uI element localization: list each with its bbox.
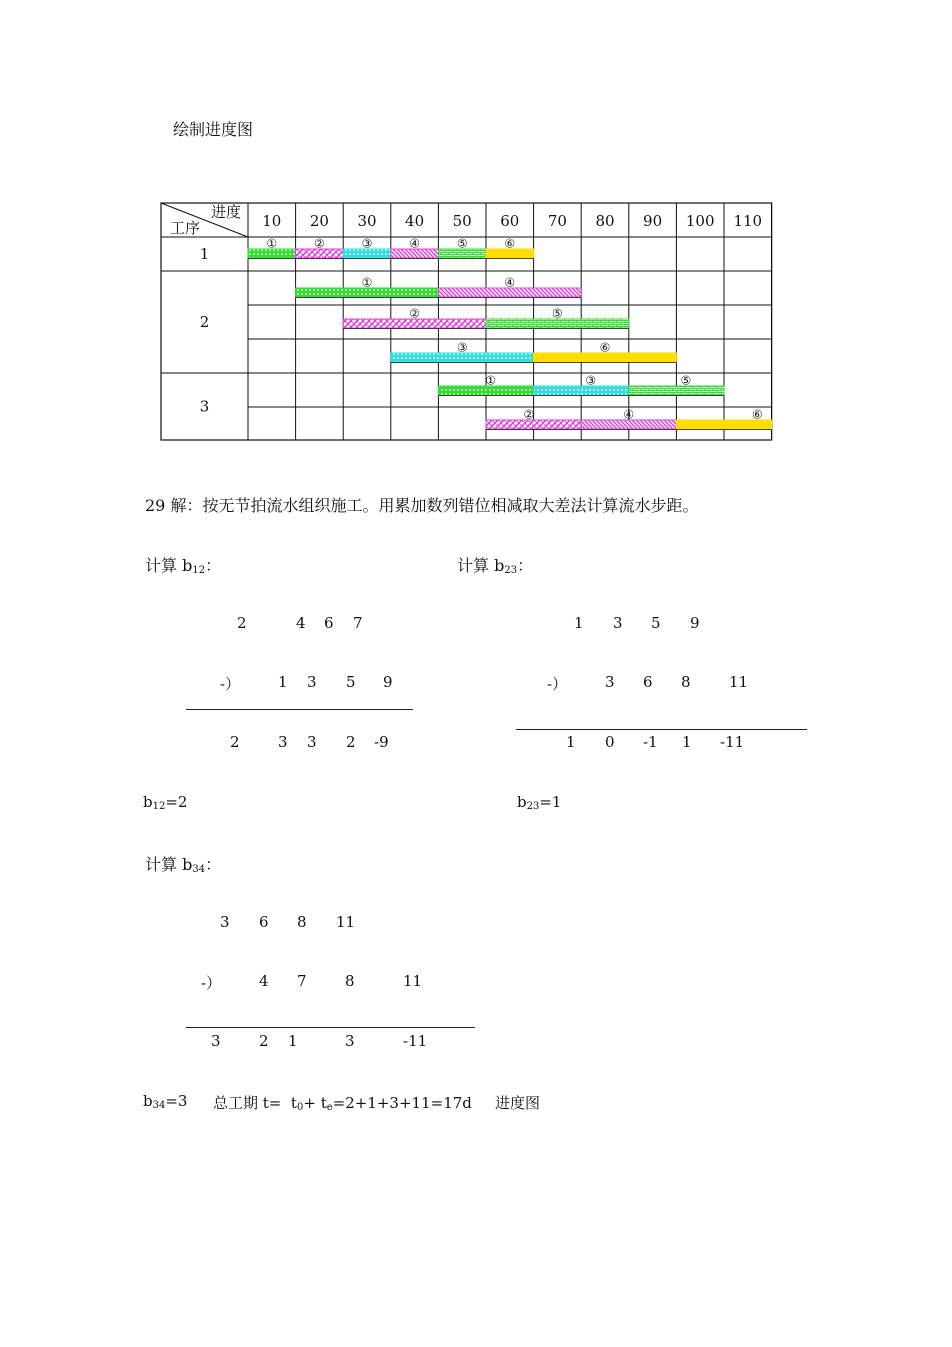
header-progress-label: 进度	[210, 203, 242, 221]
b23-row2-1: 6	[643, 673, 653, 691]
b34-row2-3: 11	[403, 972, 423, 990]
b34-row2-2: 8	[345, 972, 355, 990]
column-header-90: 90	[643, 212, 663, 230]
b34-row1-3: 11	[336, 913, 356, 931]
b23-row3-0: 1	[566, 733, 576, 751]
process-label-2: 2	[199, 313, 210, 331]
b34-divider	[186, 1027, 475, 1028]
column-header-70: 70	[547, 212, 567, 230]
b23-row3-2: -1	[643, 733, 658, 751]
b34-row1-2: 8	[297, 913, 307, 931]
b12-row1-3: 7	[353, 614, 363, 632]
b12-row1-0: 2	[237, 614, 247, 632]
b12-row2-3: 9	[383, 673, 393, 691]
progress-chart-label: 进度图	[495, 1094, 541, 1112]
page-title: 绘制进度图	[173, 120, 254, 139]
bar-label: ⑤	[456, 236, 468, 251]
b23-row2-3: 11	[729, 673, 749, 691]
gantt-chart	[0, 0, 952, 460]
b23-row1-3: 9	[690, 614, 700, 632]
b23-row2-0: 3	[605, 673, 615, 691]
b34-row2-0: 4	[259, 972, 269, 990]
b34-row1-0: 3	[220, 913, 230, 931]
calc-b34-label: 计算 $b_{34}$：	[145, 855, 222, 875]
column-header-80: 80	[595, 212, 615, 230]
total-duration: 总工期 $t= t_0+ t_e=2+1+3+11=17d$	[213, 1094, 472, 1113]
gantt-bar	[629, 386, 724, 395]
b12-result: $b_{12}=2$	[143, 793, 188, 812]
bar-label: ⑤	[680, 373, 692, 388]
b23-row1-0: 1	[574, 614, 584, 632]
bar-label: ⑥	[599, 340, 611, 355]
gantt-bar	[534, 386, 629, 395]
calc-b23-label: 计算 $b_{23}$：	[457, 556, 534, 576]
bar-label: ⑥	[751, 407, 763, 422]
process-label-3: 3	[199, 397, 210, 416]
b12-row2-1: 3	[307, 673, 317, 691]
bar-label: ①	[266, 236, 278, 251]
bar-label: ⑥	[504, 236, 516, 251]
b12-row2-0: 1	[278, 673, 288, 691]
b12-row2-2: 5	[346, 673, 356, 691]
b34-row3-0: 3	[211, 1032, 221, 1050]
b12-row3-1: 3	[278, 733, 288, 751]
b23-row1-1: 3	[613, 614, 623, 632]
calc-b12-label: 计算 $b_{12}$：	[145, 556, 222, 576]
bar-label: ⑤	[552, 306, 563, 321]
bar-label: ④	[409, 236, 420, 251]
b12-divider	[186, 709, 413, 710]
b34-row3-2: 1	[288, 1032, 298, 1050]
b12-row1-1: 4	[296, 614, 306, 632]
column-header-110: 110	[733, 212, 763, 230]
b34-row3-1: 2	[259, 1032, 269, 1050]
b23-row3-4: -11	[720, 733, 745, 751]
column-header-100: 100	[685, 212, 715, 230]
b34-row1-1: 6	[259, 913, 269, 931]
b12-row3-4: -9	[374, 733, 389, 751]
b23-minus-sign: -）	[547, 675, 568, 693]
b12-row1-2: 6	[324, 614, 334, 632]
column-header-60: 60	[500, 212, 520, 230]
column-header-40: 40	[405, 212, 425, 230]
bar-label: ②	[409, 306, 420, 321]
bar-label: ④	[504, 275, 516, 290]
solution-statement: 29 解：按无节拍流水组织施工。用累加数列错位相减取大差法计算流水步距。	[145, 496, 699, 515]
process-label-1: 1	[199, 245, 210, 263]
column-header-50: 50	[452, 212, 472, 230]
b34-row3-4: -11	[403, 1032, 428, 1050]
bar-label: ④	[623, 407, 635, 422]
bar-label: ③	[585, 373, 597, 388]
bar-label: ②	[523, 407, 535, 422]
b23-row1-2: 5	[651, 614, 661, 632]
bar-label: ③	[456, 340, 468, 355]
b23-result: $b_{23}=1$	[517, 793, 562, 812]
b34-row3-3: 3	[345, 1032, 355, 1050]
b12-row3-3: 2	[346, 733, 356, 751]
bar-label: ③	[361, 236, 373, 251]
b23-row3-1: 0	[605, 733, 615, 751]
b12-row3-2: 3	[307, 733, 317, 751]
bar-label: ①	[361, 275, 373, 290]
b12-row3-0: 2	[230, 733, 240, 751]
b12-minus-sign: -）	[220, 675, 241, 693]
bar-label: ②	[314, 236, 325, 251]
b23-row2-2: 8	[681, 673, 691, 691]
b23-row3-3: 1	[682, 733, 692, 751]
bar-label: ①	[485, 373, 497, 388]
b34-result: $b_{34}=3$	[143, 1092, 188, 1111]
b34-minus-sign: -）	[201, 974, 222, 992]
b23-divider	[516, 729, 807, 730]
column-header-20: 20	[309, 212, 329, 230]
column-header-30: 30	[357, 212, 377, 230]
b34-row2-1: 7	[297, 972, 307, 990]
column-header-10: 10	[262, 212, 282, 230]
header-process-label: 工序	[169, 219, 201, 237]
